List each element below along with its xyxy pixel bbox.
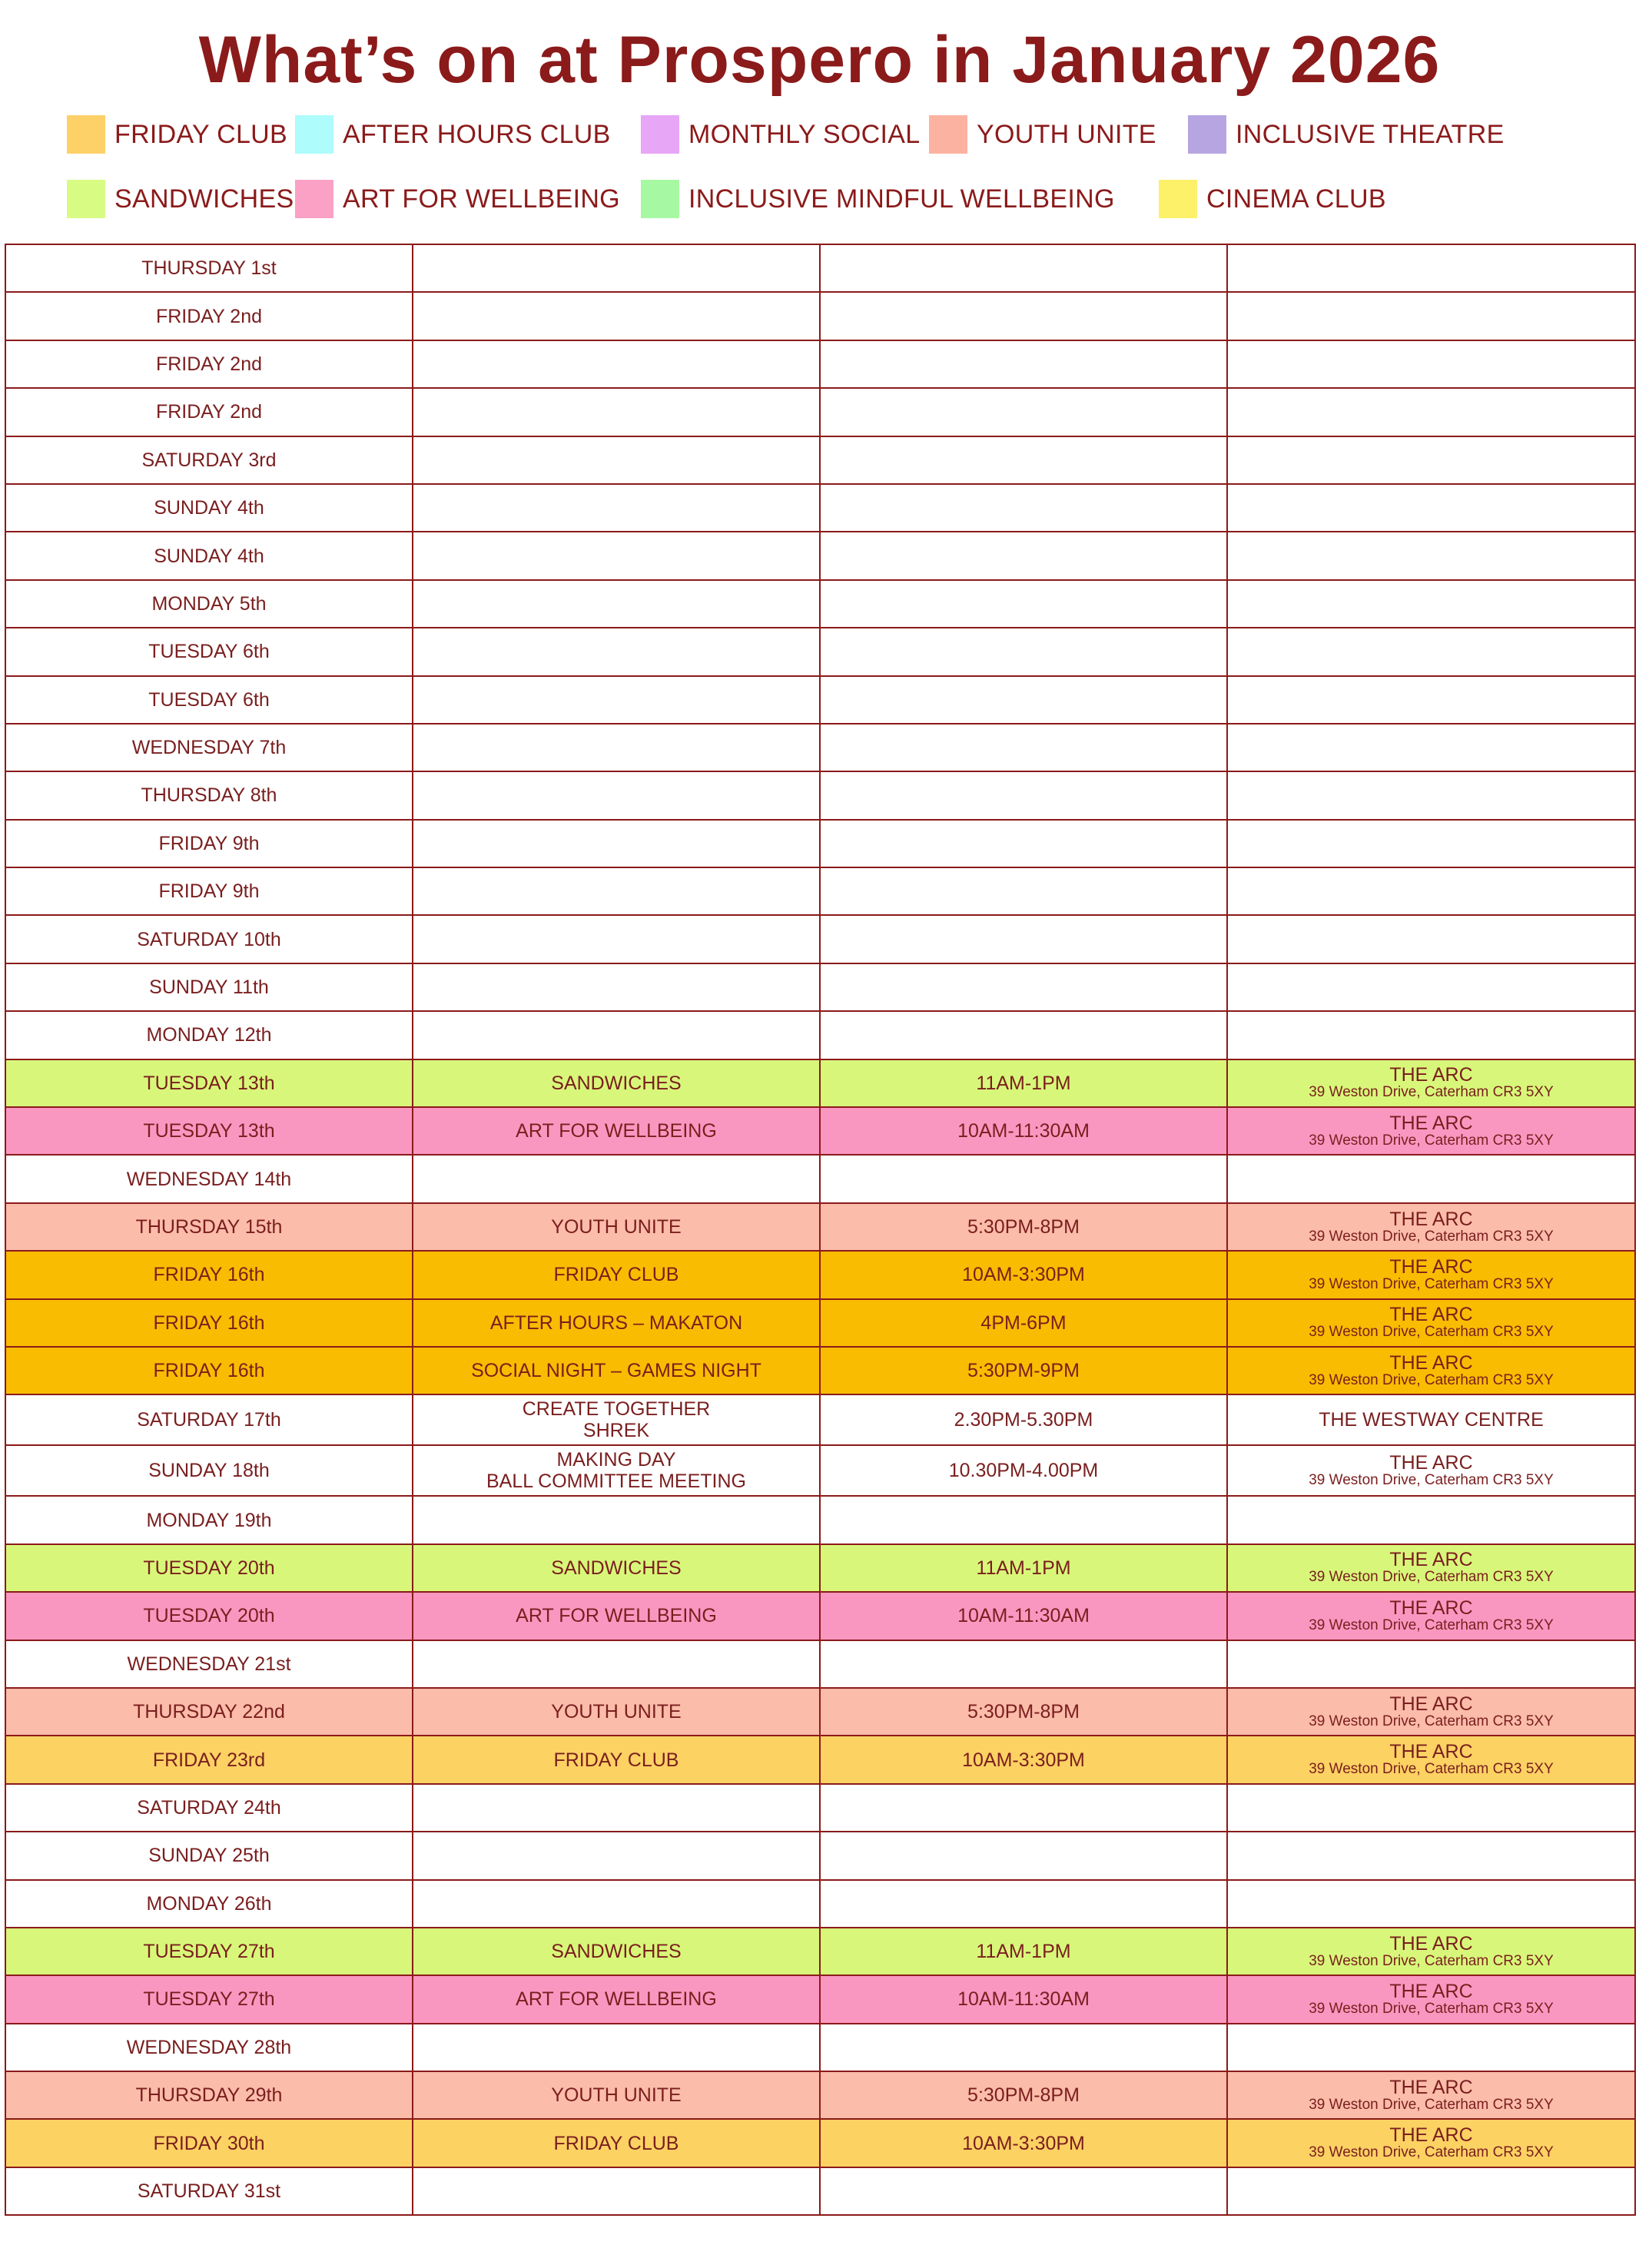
venue-name: THE ARC <box>1389 1741 1473 1763</box>
venue-address: 39 Weston Drive, Caterham CR3 5XY <box>1309 1371 1554 1388</box>
venue-cell <box>1227 244 1635 292</box>
event-cell <box>413 963 820 1011</box>
legend-swatch-youth-unite <box>929 115 967 154</box>
time-cell: 5:30PM-8PM <box>820 1688 1227 1736</box>
legend-item-monthly-social <box>641 115 920 154</box>
table-row <box>5 2167 1635 2215</box>
legend-swatch-cinema-club <box>1159 180 1197 218</box>
legend-swatch-after-hours-club <box>295 115 333 154</box>
time-cell <box>820 580 1227 628</box>
date-cell: TUESDAY 27th <box>5 1975 413 2023</box>
venue-cell <box>1227 1544 1635 1592</box>
venue-cell <box>1227 1832 1635 1879</box>
table-row <box>5 628 1635 675</box>
venue-cell <box>1227 1155 1635 1202</box>
event-cell <box>413 2024 820 2071</box>
time-cell <box>820 1011 1227 1059</box>
time-cell: 4PM-6PM <box>820 1299 1227 1347</box>
legend-label: AFTER HOURS CLUB <box>343 119 611 149</box>
venue-name: THE ARC <box>1389 2076 1473 2098</box>
event-cell <box>413 1832 820 1879</box>
table-row <box>5 580 1635 628</box>
time-cell: 2.30PM-5.30PM <box>820 1394 1227 1445</box>
venue-cell <box>1227 1445 1635 1496</box>
date-cell: THURSDAY 1st <box>5 244 413 292</box>
legend-item-inclusive-theatre <box>1188 115 1505 154</box>
event-cell <box>413 292 820 340</box>
table-row <box>5 724 1635 771</box>
event-cell: FRIDAY CLUB <box>413 1251 820 1298</box>
date-cell: TUESDAY 20th <box>5 1544 413 1592</box>
table-row <box>5 2024 1635 2071</box>
table-row <box>5 484 1635 532</box>
event-cell <box>413 484 820 532</box>
legend-swatch-inclusive-theatre <box>1188 115 1226 154</box>
venue-name: THE ARC <box>1389 1064 1473 1086</box>
table-row <box>5 2071 1635 2119</box>
time-cell: 10AM-3:30PM <box>820 1736 1227 1783</box>
time-cell <box>820 1496 1227 1544</box>
time-cell <box>820 244 1227 292</box>
event-cell: YOUTH UNITE <box>413 1688 820 1736</box>
venue-cell <box>1227 628 1635 675</box>
venue-cell <box>1227 340 1635 388</box>
venue-cell <box>1227 1640 1635 1688</box>
legend-label: SANDWICHES <box>114 184 294 214</box>
venue-cell <box>1227 915 1635 963</box>
venue-cell <box>1227 1299 1635 1347</box>
venue-cell <box>1227 292 1635 340</box>
legend-swatch-inclusive-mindful-wellbeing <box>641 180 679 218</box>
table-row <box>5 771 1635 819</box>
venue-cell <box>1227 1688 1635 1736</box>
venue-address: 39 Weston Drive, Caterham CR3 5XY <box>1309 2144 1554 2161</box>
venue-cell <box>1227 1880 1635 1928</box>
venue-cell <box>1227 676 1635 724</box>
date-cell: WEDNESDAY 14th <box>5 1155 413 1202</box>
date-cell: MONDAY 5th <box>5 580 413 628</box>
time-cell <box>820 628 1227 675</box>
legend-item-inclusive-mindful-wellbeing <box>641 180 1115 218</box>
table-row <box>5 1592 1635 1640</box>
venue-address: 39 Weston Drive, Caterham CR3 5XY <box>1309 1569 1554 1586</box>
venue-cell <box>1227 2071 1635 2119</box>
venue-cell <box>1227 1496 1635 1544</box>
time-cell <box>820 436 1227 484</box>
event-cell <box>413 724 820 771</box>
table-row <box>5 820 1635 867</box>
time-cell: 10AM-11:30AM <box>820 1975 1227 2023</box>
legend-label: CINEMA CLUB <box>1206 184 1386 214</box>
event-cell: YOUTH UNITE <box>413 2071 820 2119</box>
venue-cell <box>1227 820 1635 867</box>
time-cell <box>820 2167 1227 2215</box>
time-cell: 11AM-1PM <box>820 1059 1227 1107</box>
time-cell <box>820 724 1227 771</box>
event-cell <box>413 1155 820 1202</box>
event-cell <box>413 2167 820 2215</box>
table-row <box>5 1107 1635 1155</box>
time-cell <box>820 1880 1227 1928</box>
event-cell <box>413 244 820 292</box>
date-cell: FRIDAY 30th <box>5 2119 413 2167</box>
table-row <box>5 1299 1635 1347</box>
event-cell <box>413 388 820 436</box>
time-cell <box>820 388 1227 436</box>
date-cell: TUESDAY 20th <box>5 1592 413 1640</box>
event-cell <box>413 915 820 963</box>
venue-name: THE ARC <box>1389 1693 1473 1715</box>
date-cell: SATURDAY 17th <box>5 1394 413 1445</box>
date-cell: SUNDAY 25th <box>5 1832 413 1879</box>
event-cell: SOCIAL NIGHT – GAMES NIGHT <box>413 1347 820 1394</box>
table-row <box>5 388 1635 436</box>
date-cell: FRIDAY 2nd <box>5 388 413 436</box>
legend-swatch-monthly-social <box>641 115 679 154</box>
venue-name: THE ARC <box>1389 1549 1473 1571</box>
date-cell: MONDAY 19th <box>5 1496 413 1544</box>
legend-label: INCLUSIVE MINDFUL WELLBEING <box>688 184 1115 214</box>
venue-address: 39 Weston Drive, Caterham CR3 5XY <box>1309 1275 1554 1292</box>
date-cell: THURSDAY 15th <box>5 1203 413 1251</box>
table-row <box>5 1544 1635 1592</box>
event-cell <box>413 1496 820 1544</box>
schedule-body <box>5 244 1635 2215</box>
table-row <box>5 1394 1635 1445</box>
time-cell <box>820 771 1227 819</box>
event-cell <box>413 436 820 484</box>
venue-address: 39 Weston Drive, Caterham CR3 5XY <box>1309 1761 1554 1778</box>
event-cell <box>413 1640 820 1688</box>
time-cell <box>820 1832 1227 1879</box>
date-cell: TUESDAY 13th <box>5 1059 413 1107</box>
event-cell: ART FOR WELLBEING <box>413 1975 820 2023</box>
venue-address: 39 Weston Drive, Caterham CR3 5XY <box>1309 2096 1554 2113</box>
event-cell: CREATE TOGETHER SHREK <box>413 1394 820 1445</box>
venue-name: THE ARC <box>1389 1351 1473 1374</box>
legend-swatch-sandwiches <box>67 180 105 218</box>
date-cell: THURSDAY 22nd <box>5 1688 413 1736</box>
time-cell <box>820 963 1227 1011</box>
table-row <box>5 1736 1635 1783</box>
event-cell: SANDWICHES <box>413 1928 820 1975</box>
time-cell <box>820 820 1227 867</box>
venue-cell <box>1227 532 1635 579</box>
venue-cell <box>1227 580 1635 628</box>
legend-item-after-hours-club <box>295 115 611 154</box>
event-cell: FRIDAY CLUB <box>413 2119 820 2167</box>
venue-address: 39 Weston Drive, Caterham CR3 5XY <box>1309 1324 1554 1341</box>
time-cell: 11AM-1PM <box>820 1928 1227 1975</box>
table-row <box>5 1445 1635 1496</box>
venue-name: THE ARC <box>1389 1255 1473 1278</box>
venue-address: 39 Weston Drive, Caterham CR3 5XY <box>1309 1084 1554 1101</box>
table-row <box>5 1832 1635 1879</box>
event-cell <box>413 676 820 724</box>
date-cell: TUESDAY 6th <box>5 676 413 724</box>
venue-cell <box>1227 1347 1635 1394</box>
venue-name: THE ARC <box>1389 1932 1473 1955</box>
time-cell: 10.30PM-4.00PM <box>820 1445 1227 1496</box>
venue-cell <box>1227 1784 1635 1832</box>
venue-cell <box>1227 724 1635 771</box>
venue-address: 39 Weston Drive, Caterham CR3 5XY <box>1309 1471 1554 1488</box>
venue-cell <box>1227 1394 1635 1445</box>
time-cell: 5:30PM-8PM <box>820 2071 1227 2119</box>
venue-cell <box>1227 771 1635 819</box>
legend-item-youth-unite <box>929 115 1156 154</box>
table-row <box>5 1203 1635 1251</box>
date-cell: THURSDAY 8th <box>5 771 413 819</box>
venue-cell <box>1227 867 1635 915</box>
date-cell: TUESDAY 27th <box>5 1928 413 1975</box>
legend-label: INCLUSIVE THEATRE <box>1236 119 1505 149</box>
table-row <box>5 1347 1635 1394</box>
time-cell: 10AM-11:30AM <box>820 1107 1227 1155</box>
date-cell: FRIDAY 2nd <box>5 292 413 340</box>
time-cell <box>820 2024 1227 2071</box>
table-row <box>5 1928 1635 1975</box>
event-cell: ART FOR WELLBEING <box>413 1107 820 1155</box>
legend-item-sandwiches <box>67 180 294 218</box>
table-row <box>5 1640 1635 1688</box>
time-cell <box>820 484 1227 532</box>
time-cell <box>820 292 1227 340</box>
date-cell: WEDNESDAY 28th <box>5 2024 413 2071</box>
table-row <box>5 1784 1635 1832</box>
table-row <box>5 1975 1635 2023</box>
event-cell <box>413 771 820 819</box>
event-cell <box>413 867 820 915</box>
date-cell: SUNDAY 18th <box>5 1445 413 1496</box>
venue-cell <box>1227 2024 1635 2071</box>
venue-cell <box>1227 2167 1635 2215</box>
date-cell: SUNDAY 11th <box>5 963 413 1011</box>
table-row <box>5 1880 1635 1928</box>
date-cell: THURSDAY 29th <box>5 2071 413 2119</box>
venue-name: THE ARC <box>1389 1451 1473 1474</box>
event-cell: SANDWICHES <box>413 1059 820 1107</box>
table-row <box>5 1059 1635 1107</box>
table-row <box>5 244 1635 292</box>
legend-swatch-art-for-wellbeing <box>295 180 333 218</box>
table-row <box>5 1251 1635 1298</box>
venue-name: THE ARC <box>1389 1112 1473 1134</box>
event-cell: AFTER HOURS – MAKATON <box>413 1299 820 1347</box>
table-row <box>5 532 1635 579</box>
schedule-table <box>5 244 1636 2216</box>
event-cell: ART FOR WELLBEING <box>413 1592 820 1640</box>
venue-address: 39 Weston Drive, Caterham CR3 5XY <box>1309 1132 1554 1149</box>
time-cell: 5:30PM-9PM <box>820 1347 1227 1394</box>
table-row <box>5 340 1635 388</box>
venue-name: THE ARC <box>1389 2124 1473 2147</box>
time-cell <box>820 1155 1227 1202</box>
venue-name: THE ARC <box>1389 1980 1473 2002</box>
date-cell: FRIDAY 9th <box>5 820 413 867</box>
event-cell <box>413 1784 820 1832</box>
date-cell: FRIDAY 2nd <box>5 340 413 388</box>
date-cell: FRIDAY 16th <box>5 1299 413 1347</box>
time-cell: 5:30PM-8PM <box>820 1203 1227 1251</box>
event-cell <box>413 532 820 579</box>
table-row <box>5 1155 1635 1202</box>
venue-name: THE WESTWAY CENTRE <box>1319 1408 1544 1431</box>
venue-cell <box>1227 1251 1635 1298</box>
table-row <box>5 963 1635 1011</box>
venue-address: 39 Weston Drive, Caterham CR3 5XY <box>1309 1952 1554 1969</box>
venue-cell <box>1227 1592 1635 1640</box>
event-cell <box>413 580 820 628</box>
event-cell <box>413 1011 820 1059</box>
event-cell <box>413 340 820 388</box>
event-cell: YOUTH UNITE <box>413 1203 820 1251</box>
venue-address: 39 Weston Drive, Caterham CR3 5XY <box>1309 1228 1554 1245</box>
event-cell: MAKING DAY BALL COMMITTEE MEETING <box>413 1445 820 1496</box>
table-row <box>5 1688 1635 1736</box>
table-row <box>5 436 1635 484</box>
time-cell <box>820 915 1227 963</box>
legend-item-friday-club <box>67 115 287 154</box>
venue-cell <box>1227 1736 1635 1783</box>
date-cell: TUESDAY 13th <box>5 1107 413 1155</box>
date-cell: TUESDAY 6th <box>5 628 413 675</box>
table-row <box>5 1011 1635 1059</box>
venue-cell <box>1227 484 1635 532</box>
date-cell: SUNDAY 4th <box>5 532 413 579</box>
time-cell <box>820 1784 1227 1832</box>
legend-label: ART FOR WELLBEING <box>343 184 620 214</box>
venue-address: 39 Weston Drive, Caterham CR3 5XY <box>1309 2000 1554 2017</box>
venue-name: THE ARC <box>1389 1597 1473 1619</box>
time-cell <box>820 532 1227 579</box>
table-row <box>5 292 1635 340</box>
venue-cell <box>1227 1203 1635 1251</box>
venue-name: THE ARC <box>1389 1304 1473 1326</box>
venue-cell <box>1227 1928 1635 1975</box>
event-cell <box>413 820 820 867</box>
legend-label: MONTHLY SOCIAL <box>688 119 921 149</box>
date-cell: WEDNESDAY 21st <box>5 1640 413 1688</box>
venue-address: 39 Weston Drive, Caterham CR3 5XY <box>1309 1616 1554 1633</box>
date-cell: FRIDAY 16th <box>5 1347 413 1394</box>
date-cell: SATURDAY 3rd <box>5 436 413 484</box>
time-cell <box>820 676 1227 724</box>
date-cell: FRIDAY 9th <box>5 867 413 915</box>
venue-address: 39 Weston Drive, Caterham CR3 5XY <box>1309 1713 1554 1729</box>
date-cell: FRIDAY 16th <box>5 1251 413 1298</box>
event-cell: SANDWICHES <box>413 1544 820 1592</box>
legend-item-cinema-club <box>1159 180 1386 218</box>
venue-cell <box>1227 1107 1635 1155</box>
date-cell: MONDAY 12th <box>5 1011 413 1059</box>
time-cell: 11AM-1PM <box>820 1544 1227 1592</box>
legend-item-art-for-wellbeing <box>295 180 620 218</box>
date-cell: WEDNESDAY 7th <box>5 724 413 771</box>
venue-cell <box>1227 1011 1635 1059</box>
venue-name: THE ARC <box>1389 1208 1473 1230</box>
legend-label: FRIDAY CLUB <box>114 119 287 149</box>
time-cell: 10AM-3:30PM <box>820 2119 1227 2167</box>
venue-cell <box>1227 388 1635 436</box>
table-row <box>5 2119 1635 2167</box>
time-cell: 10AM-11:30AM <box>820 1592 1227 1640</box>
date-cell: SATURDAY 31st <box>5 2167 413 2215</box>
table-row <box>5 676 1635 724</box>
venue-cell <box>1227 436 1635 484</box>
legend-label: YOUTH UNITE <box>977 119 1156 149</box>
venue-cell <box>1227 963 1635 1011</box>
event-cell <box>413 1880 820 1928</box>
time-cell: 10AM-3:30PM <box>820 1251 1227 1298</box>
date-cell: MONDAY 26th <box>5 1880 413 1928</box>
venue-cell <box>1227 2119 1635 2167</box>
venue-cell <box>1227 1975 1635 2023</box>
date-cell: SATURDAY 24th <box>5 1784 413 1832</box>
table-row <box>5 867 1635 915</box>
time-cell <box>820 1640 1227 1688</box>
table-row <box>5 915 1635 963</box>
page-title: What’s on at Prospero in January 2026 <box>198 23 1441 97</box>
date-cell: SATURDAY 10th <box>5 915 413 963</box>
venue-cell <box>1227 1059 1635 1107</box>
date-cell: FRIDAY 23rd <box>5 1736 413 1783</box>
date-cell: SUNDAY 4th <box>5 484 413 532</box>
legend-swatch-friday-club <box>67 115 105 154</box>
event-cell <box>413 628 820 675</box>
time-cell <box>820 340 1227 388</box>
event-cell: FRIDAY CLUB <box>413 1736 820 1783</box>
time-cell <box>820 867 1227 915</box>
table-row <box>5 1496 1635 1544</box>
